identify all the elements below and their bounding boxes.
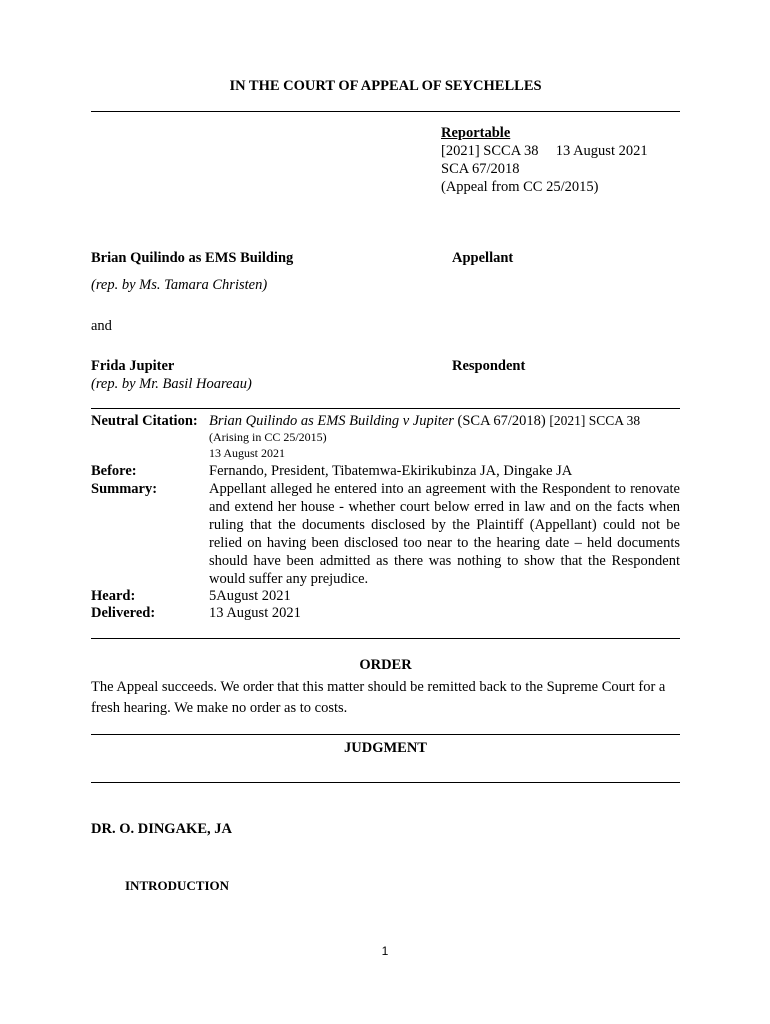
heard-value: 5August 2021 bbox=[209, 588, 291, 604]
arising-in: (Arising in CC 25/2015) bbox=[209, 430, 327, 444]
and-separator: and bbox=[91, 318, 112, 334]
judgment-rule bbox=[91, 782, 680, 783]
order-heading: ORDER bbox=[359, 657, 412, 673]
report-citation-line bbox=[441, 142, 648, 160]
before-label: Before: bbox=[91, 463, 137, 479]
neutral-cite: [2021] SCCA 38 bbox=[549, 413, 641, 428]
order-text: The Appeal succeeds. We order that this matter should be remitted back to the Supreme Court for a fresh hearing. We make no order as to costs. bbox=[91, 679, 666, 716]
court-title: IN THE COURT OF APPEAL OF SEYCHELLES bbox=[229, 78, 542, 94]
appellant-role: Appellant bbox=[452, 250, 514, 266]
reportable-label: Reportable bbox=[441, 125, 511, 141]
summary-label: Summary: bbox=[91, 481, 158, 497]
respondent-role: Respondent bbox=[452, 358, 526, 374]
neutral-citation-value bbox=[209, 412, 640, 430]
section-heading: INTRODUCTION bbox=[125, 878, 230, 893]
summary-value: Appellant alleged he entered into an agreement with the Respondent to renovate and extend her house - whether court below erred in law and on the facts when ruling that the documents disclosed by the Plaintiff (Appellant) could not be relied on having been disclosed too near to the hearing date – held documents should have been admitted as there was nothing to show that the Respondent would suffer any prejudice. bbox=[209, 481, 680, 587]
header-rule bbox=[91, 111, 680, 112]
appellant-representative: (rep. by Ms. Tamara Christen) bbox=[91, 277, 268, 293]
delivered-label: Delivered: bbox=[91, 605, 156, 621]
before-value: Fernando, President, Tibatemwa-Ekirikubinza JA, Dingake JA bbox=[209, 463, 573, 479]
report-appeal-from: (Appeal from CC 25/2015) bbox=[441, 179, 599, 195]
parties-rule bbox=[91, 408, 680, 409]
respondent-representative: (rep. by Mr. Basil Hoareau) bbox=[91, 376, 252, 392]
delivered-value: 13 August 2021 bbox=[209, 605, 301, 621]
judge-name: DR. O. DINGAKE, JA bbox=[91, 821, 232, 837]
report-date: 13 August 2021 bbox=[555, 143, 648, 159]
report-case-no: SCA 67/2018 bbox=[441, 161, 520, 177]
neutral-case-name: Brian Quilindo as EMS Building v Jupiter bbox=[209, 413, 454, 429]
neutral-citation-label: Neutral Citation: bbox=[91, 413, 198, 429]
judgment-heading: JUDGMENT bbox=[344, 740, 427, 756]
appellant-name: Brian Quilindo as EMS Building bbox=[91, 250, 294, 266]
neutral-case-no: (SCA 67/2018) bbox=[457, 413, 546, 429]
report-citation: [2021] SCCA 38 bbox=[441, 143, 539, 159]
order-rule bbox=[91, 734, 680, 735]
respondent-name: Frida Jupiter bbox=[91, 358, 175, 374]
details-rule bbox=[91, 638, 680, 639]
neutral-date: 13 August 2021 bbox=[209, 446, 286, 460]
heard-label: Heard: bbox=[91, 588, 136, 604]
page-number: 1 bbox=[381, 944, 389, 958]
